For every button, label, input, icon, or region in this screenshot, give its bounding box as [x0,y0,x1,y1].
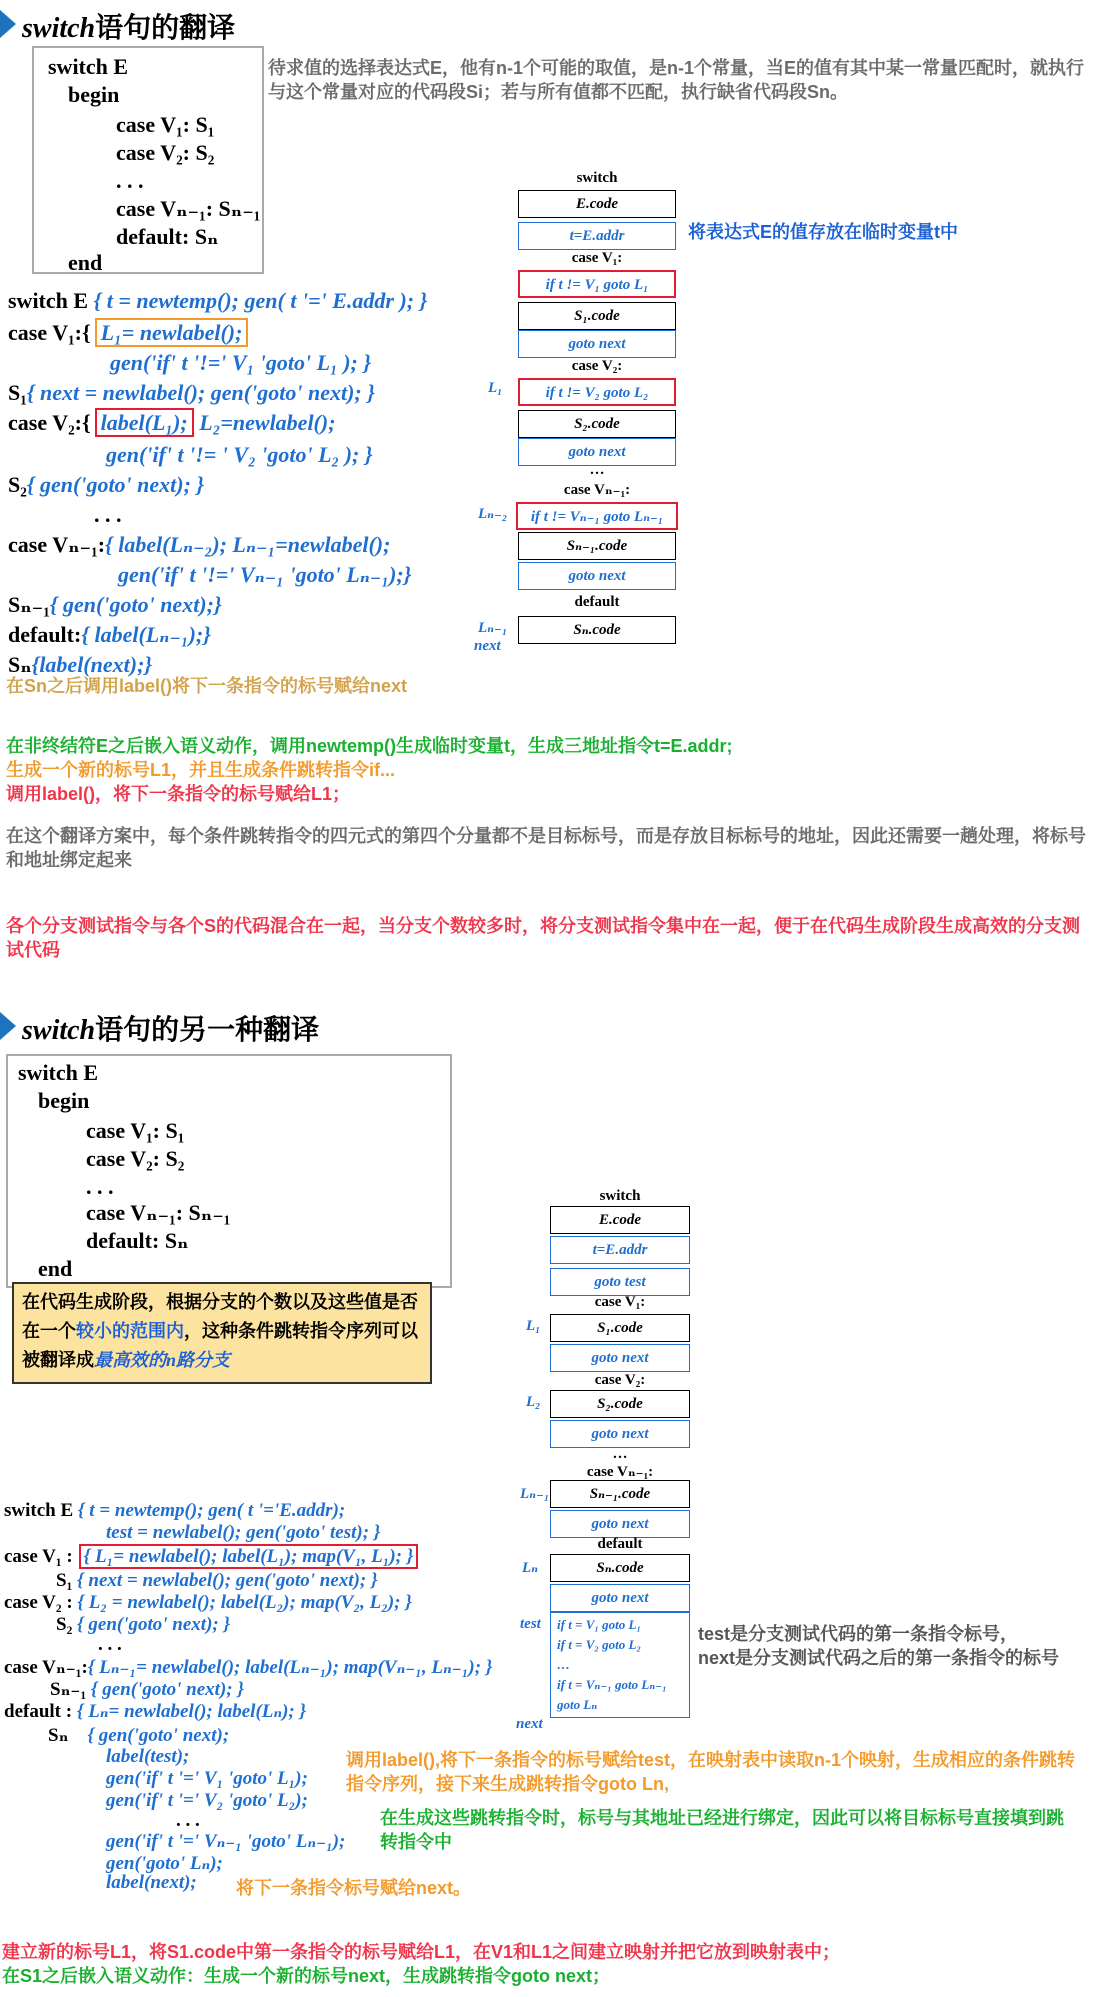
code-line: begin [38,1088,90,1113]
code-line: case V₁: S₁ [86,1118,185,1143]
note: 在S1之后嵌入语义动作：生成一个新的标号next，生成跳转指令goto next； [2,1966,611,1986]
flow-box: goto test [550,1268,690,1296]
section2-title: switch语句的另一种翻译 [22,1014,320,1046]
scheme-line: gen('if' t '=' V₁ 'goto' L₁); [106,1768,308,1789]
scheme-line: label(test); [106,1746,190,1767]
flow-box: Sₙ.code [550,1554,690,1582]
flow-box: Sₙ.code [518,616,676,644]
section2-yellow-note: 在代码生成阶段，根据分支的个数以及这些值是否在一个较小的范围内，这种条件跳转指令序列可以被翻译成最高效的n路分支 [12,1282,432,1384]
section2-code-box [6,1054,452,1288]
scheme-line: gen('if' t '=' Vₙ₋₁ 'goto' Lₙ₋₁); [106,1831,346,1852]
scheme-line: gen('goto' Lₙ); [106,1853,223,1874]
code-line: case Vₙ₋₁: Sₙ₋₁ [86,1200,231,1225]
flow-box: S₂.code [518,410,676,438]
scheme-line: . . . [94,502,122,527]
note: 将下一条指令标号赋给next。 [236,1878,472,1898]
section1-description: 待求值的选择表达式E，他有n-1个可能的取值，是n-1个常量，当E的值有其中某一常量匹配时，就执行与这个常量对应的代码段Si；若与所有值都不匹配，执行缺省代码段Sn。 [268,58,1085,102]
flow-side-label: L₁ [488,380,503,396]
code-line: switch E [48,54,129,79]
test-code-box: if t = V₁ goto L₁ if t = V₂ goto L₂ … if t = Vₙ₋₁ goto Lₙ₋₁ goto Lₙ [550,1612,690,1718]
flow-side-label: L₂ [526,1394,541,1410]
flow-box-highlight: if t != V₂ goto L₂ [518,378,676,406]
code-line: switch E [18,1060,99,1085]
code-line: case V₂: S₂ [86,1146,185,1171]
scheme-line: S₁{ next = newlabel(); gen('goto' next); } [8,380,375,405]
scheme-line: . . . [176,1810,200,1831]
code-line: end [38,1256,73,1281]
flow-box: E.code [550,1206,690,1234]
flow-side-label: next [474,638,501,654]
flow-label: case Vₙ₋₁: [563,482,631,498]
scheme-line: case Vₙ₋₁:{ Lₙ₋₁= newlabel(); label(Lₙ₋₁); map(Vₙ₋₁, Lₙ₋₁); } [4,1657,493,1678]
flow-annotation: next是分支测试代码之后的第一条指令的标号 [698,1648,1060,1668]
flow-label: default [597,1536,643,1552]
flow-box: goto next [550,1344,690,1372]
scheme-line: switch E { t = newtemp(); gen( t '=' E.addr ); } [8,288,428,313]
scheme-line: switch E { t = newtemp(); gen( t '='E.addr); [4,1500,346,1521]
section1-title: switch语句的翻译 [22,12,236,44]
note: 在这个翻译方案中，每个条件跳转指令的四元式的第四个分量都不是目标标号，而是存放目标标号的地址，因此还需要一趟处理，将标号和地址绑定起来 [6,826,1086,870]
flow-label: … [612,1446,628,1462]
scheme-line: S₂{ gen('goto' next); } [8,472,205,497]
scheme-line: gen('if' t '!= ' V₂ 'goto' L₂ ); } [106,442,373,467]
scheme-line: . . . [98,1634,122,1655]
flow-side-label: Lₙ₋₁ [520,1486,550,1502]
code-line: default: Sₙ [86,1228,189,1253]
code-line: begin [68,82,120,107]
flow-box: Sₙ₋₁.code [550,1480,690,1508]
note: 生成一个新的标号L1，并且生成条件跳转指令if... [6,760,396,780]
flow-box: S₂.code [550,1390,690,1418]
flow-box: E.code [518,190,676,218]
flow-box: goto next [518,330,676,358]
flow-label: case V₂: [571,358,623,374]
flow-label: switch [599,1188,641,1204]
flow-side-label: L₁ [526,1318,541,1334]
flow-annotation: test是分支测试代码的第一条指令标号， [698,1624,1019,1644]
scheme-line: case V₁ : { L₁= newlabel(); label(L₁); map(V₁, L₁); } [4,1546,418,1568]
scheme-line: case V₁:{ L₁= newlabel(); [8,320,248,346]
scheme-line: label(next); [106,1872,197,1893]
scheme-line: S₂ { gen('goto' next); } [56,1614,231,1635]
flow-label: default [574,594,620,610]
flow-box: goto next [518,562,676,590]
flow-label: case Vₙ₋₁: [586,1464,654,1480]
scheme-line: Sₙ{label(next);} [8,652,153,677]
flow-side-label: Lₙ₋₂ [478,506,508,522]
code-line: end [68,250,103,275]
scheme-line: case Vₙ₋₁:{ label(Lₙ₋₂); Lₙ₋₁=newlabel(); [8,532,391,557]
flow-label: case V₂: [594,1372,646,1388]
flow-box: S₁.code [518,302,676,330]
scheme-line: default:{ label(Lₙ₋₁);} [8,622,211,647]
flow-box: goto next [550,1584,690,1612]
flow-box: goto next [518,438,676,466]
scheme-line: case V₂:{ label(L₁); L₂=newlabel(); [8,410,336,435]
flow-label: … [589,462,605,478]
flow-box: t=E.addr [518,222,676,250]
scheme-line: default : { Lₙ= newlabel(); label(Lₙ); } [4,1701,307,1722]
scheme-line: S₁ { next = newlabel(); gen('goto' next); } [56,1570,378,1591]
flow-label: switch [576,170,618,186]
flow-label: case V₁: [571,250,623,266]
flow-side-label: test [520,1616,541,1632]
highlight-l1-map: { L₁= newlabel(); label(L₁); map(V₁, L₁); } [79,1544,419,1569]
flow-annotation: 将表达式E的值存放在临时变量t中 [688,222,958,242]
section1-code-box [32,46,264,274]
code-line: case Vₙ₋₁: Sₙ₋₁ [116,196,261,221]
note: 调用label()，将下一条指令的标号赋给L1； [6,784,351,804]
highlight-l1-newlabel: L₁= newlabel(); [95,318,249,347]
note: 在Sn之后调用label()将下一条指令的标号赋给next [6,676,408,696]
scheme-line: Sₙ₋₁{ gen('goto' next);} [8,592,222,617]
scheme-line: gen('if' t '!=' V₁ 'goto' L₁ ); } [110,350,372,375]
scheme-line: case V₂ : { L₂ = newlabel(); label(L₂); map(V₂, L₂); } [4,1592,412,1613]
code-line: . . . [86,1174,114,1199]
flow-box: goto next [550,1420,690,1448]
note: 在非终结符E之后嵌入语义动作，调用newtemp()生成临时变量t，生成三地址指令t=E.addr; [6,736,733,756]
flow-side-label: Lₙ₋₁ [478,620,508,636]
flow-box: Sₙ₋₁.code [518,532,676,560]
flow-side-label: next [516,1716,543,1732]
section1-arrow-icon [0,10,16,38]
flow-side-label: Lₙ [522,1560,539,1576]
code-line: case V₁: S₁ [116,112,215,137]
flow-box: t=E.addr [550,1236,690,1264]
scheme-line: Sₙ₋₁ { gen('goto' next); } [50,1679,244,1700]
flow-box: goto next [550,1510,690,1538]
scheme-line: gen('if' t '!=' Vₙ₋₁ 'goto' Lₙ₋₁);} [118,562,412,587]
scheme-line: Sₙ { gen('goto' next); [48,1725,230,1746]
note: 建立新的标号L1，将S1.code中第一条指令的标号赋给L1，在V1和L1之间建立映射并把它放到映射表中； [2,1942,841,1962]
note: 各个分支测试指令与各个S的代码混合在一起，当分支个数较多时，将分支测试指令集中在一起，便于在代码生成阶段生成高效的分支测试代码 [6,916,1080,960]
note: 在生成这些跳转指令时，标号与其地址已经进行绑定，因此可以将目标标号直接填到跳转指令中 [380,1808,1064,1852]
highlight-label-l1: label(L₁); [95,408,194,437]
flow-label: case V₁: [594,1294,646,1310]
flow-box-highlight: if t != V₁ goto L₁ [518,270,676,298]
code-line: case V₂: S₂ [116,140,215,165]
code-line: . . . [116,168,144,193]
scheme-line: gen('if' t '=' V₂ 'goto' L₂); [106,1790,308,1811]
flow-box: S₁.code [550,1314,690,1342]
note: 调用label(),将下一条指令的标号赋给test，在映射表中读取n-1个映射，生成相应的条件跳转指令序列，接下来生成跳转指令goto Ln, [346,1750,1076,1794]
code-line: default: Sₙ [116,224,219,249]
section2-arrow-icon [0,1012,16,1040]
scheme-line: test = newlabel(); gen('goto' test); } [106,1522,381,1543]
flow-box-highlight: if t != Vₙ₋₁ goto Lₙ₋₁ [516,502,678,530]
